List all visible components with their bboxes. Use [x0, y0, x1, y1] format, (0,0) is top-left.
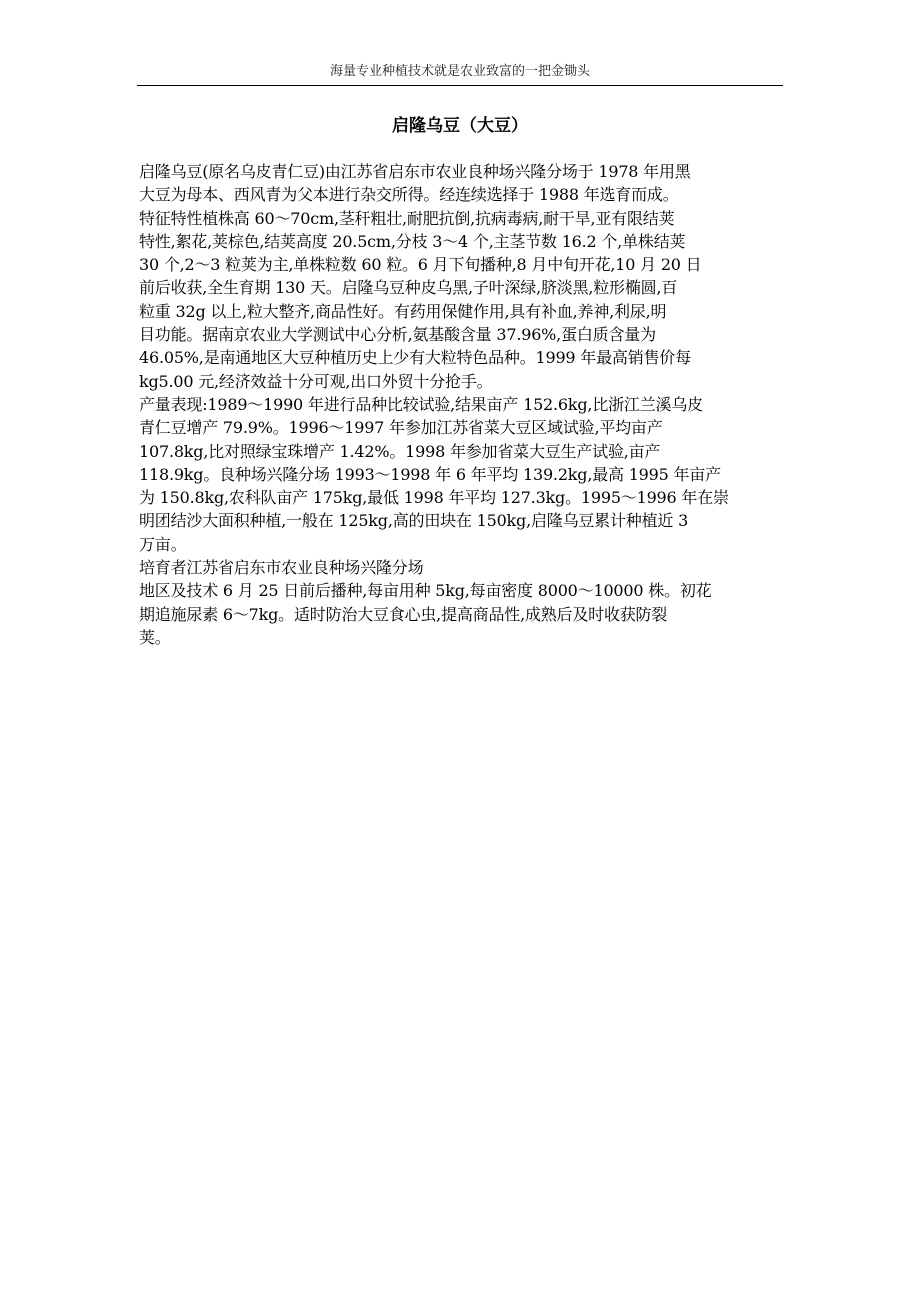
body-line: 107.8kg,比对照绿宝珠增产 1.42%。1998 年参加省菜大豆生产试验,亩产 — [139, 441, 661, 461]
body-line: 粒重 32g 以上,粒大整齐,商品性好。有药用保健作用,具有补血,养神,利尿,明 — [139, 301, 667, 321]
body-line: kg5.00 元,经济效益十分可观,出口外贸十分抢手。 — [139, 371, 493, 391]
body-line: 118.9kg。良种场兴隆分场 1993～1998 年 6 年平均 139.2kg,最高 1995 年亩产 — [139, 464, 721, 484]
body-line: 为 150.8kg,农科队亩产 175kg,最低 1998 年平均 127.3kg。1995～1996 年在崇 — [139, 488, 729, 508]
body-line: 期追施尿素 6～7kg。适时防治大豆食心虫,提高商品性,成熟后及时收获防裂 — [139, 604, 668, 624]
body-line: 明团结沙大面积种植,一般在 125kg,高的田块在 150kg,启隆乌豆累计种植近 3 — [139, 511, 689, 531]
document-body — [139, 160, 783, 649]
header-divider — [137, 85, 783, 86]
body-line: 前后收获,全生育期 130 天。启隆乌豆种皮乌黑,子叶深绿,脐淡黑,粒形椭圆,百 — [139, 278, 678, 298]
body-line: 产量表现:1989～1990 年进行品种比较试验,结果亩产 152.6kg,比浙江兰溪乌皮 — [139, 394, 703, 414]
body-line: 青仁豆增产 79.9%。1996～1997 年参加江苏省菜大豆区域试验,平均亩产 — [139, 418, 663, 438]
body-line: 地区及技术 6 月 25 日前后播种,每亩用种 5kg,每亩密度 8000～10000 株。初花 — [139, 581, 712, 601]
body-line: 荚。 — [139, 627, 171, 647]
body-line: 30 个,2～3 粒荚为主,单株粒数 60 粒。6 月下旬播种,8 月中旬开花,10 月 20 日 — [139, 255, 702, 275]
body-line: 培育者江苏省启东市农业良种场兴隆分场 — [139, 558, 424, 578]
document-title: 启隆乌豆（大豆） — [392, 116, 528, 136]
running-header: 海量专业种植技术就是农业致富的一把金锄头 — [329, 64, 590, 79]
body-line: 目功能。据南京农业大学测试中心分析,氨基酸含量 37.96%,蛋白质含量为 — [139, 325, 656, 345]
body-line: 特性,絮花,荚棕色,结荚高度 20.5cm,分枝 3～4 个,主茎节数 16.2 个,单株结荚 — [139, 231, 686, 251]
body-line: 特征特性植株高 60～70cm,茎秆粗壮,耐肥抗倒,抗病毒病,耐干旱,亚有限结荚 — [139, 208, 675, 228]
body-line: 大豆为母本、西风青为父本进行杂交所得。经连续选择于 1988 年选育而成。 — [139, 185, 679, 205]
body-line: 万亩。 — [139, 534, 187, 554]
body-line: 启隆乌豆(原名乌皮青仁豆)由江苏省启东市农业良种场兴隆分场于 1978 年用黑 — [139, 162, 691, 181]
body-line: 46.05%,是南通地区大豆种植历史上少有大粒特色品种。1999 年最高销售价每 — [139, 348, 691, 368]
